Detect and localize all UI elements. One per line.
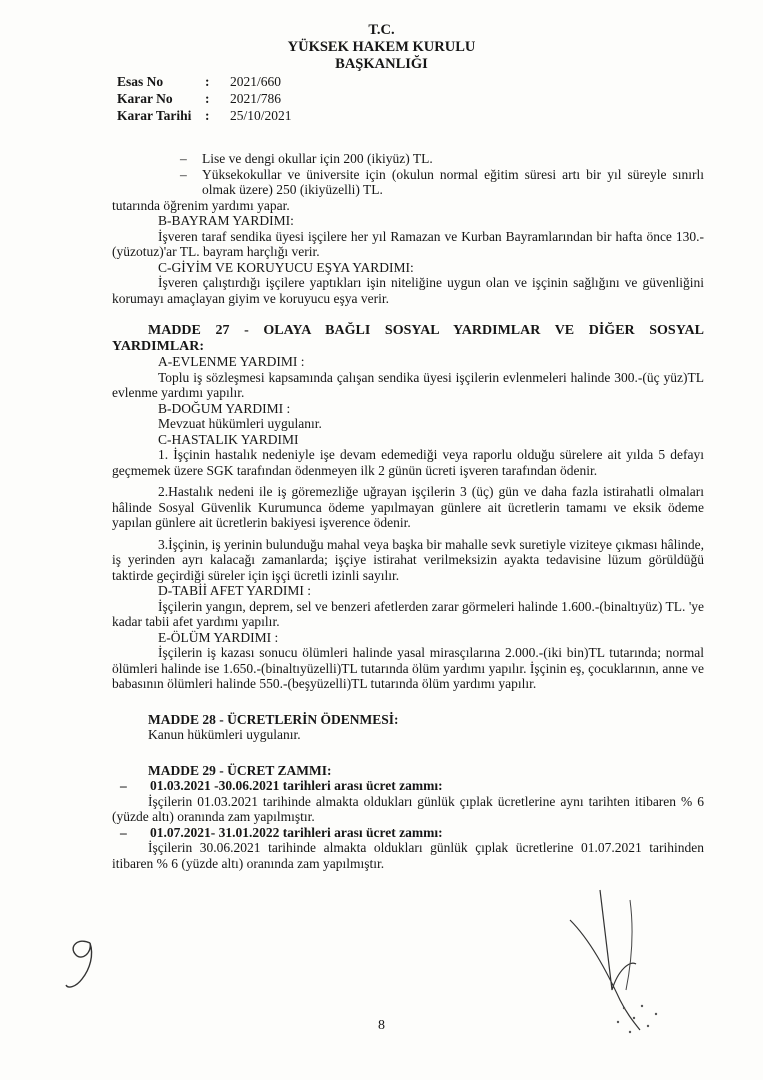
paragraph-evlenme: Toplu iş sözleşmesi kapsamında çalışan sendika üyesi işçilerin evlenmeleri halinde 300.-(üç yüz)TL evlenme yardımı yapılır.: [112, 369, 704, 400]
meta-separator: :: [205, 91, 210, 106]
case-meta: [117, 73, 292, 124]
section-heading-hastalik: C-HASTALIK YARDIMI: [158, 431, 299, 447]
education-aid-high-school: Lise ve dengi okullar için 200 (ikiyüz) TL.: [202, 151, 433, 166]
header-line-tc: T.C.: [368, 22, 395, 38]
section-heading-bayram: B-BAYRAM YARDIMI:: [158, 213, 294, 228]
header-line-presidency: BAŞKANLIĞI: [335, 56, 428, 72]
article-27-title: MADDE 27 - OLAYA BAĞLI SOSYAL YARDIMLAR VE DİĞER SOSYAL YARDIMLAR:: [112, 323, 704, 354]
document-header: [0, 22, 763, 73]
paragraph: tutarında öğrenim yardımı yapar.: [112, 197, 290, 213]
meta-row-karar-tarihi: [117, 107, 292, 124]
education-aid-university: Yüksekokullar ve üniversite için (okulun normal eğitim süresi artı bir yıl süreyle sınırlı olmak üzere) 250 (ikiyüzelli) TL.: [202, 166, 704, 197]
paragraph-wage-increase-1: İşçilerin 01.03.2021 tarihinde almakta oldukları günlük çıplak ücretlerine aynı tarihten itibaren % 6 (yüzde altı) oranında zam yapılmıştır.: [112, 793, 704, 824]
meta-label: Karar Tarihi: [117, 108, 192, 123]
meta-value: 2021/786: [230, 91, 282, 106]
section-heading-giyim: C-GİYİM VE KORUYUCU EŞYA YARDIMI:: [158, 259, 414, 275]
dash-marker: –: [180, 151, 187, 166]
wage-increase-period-2: [112, 825, 704, 841]
meta-row-esas: [117, 73, 292, 90]
meta-value: 2021/660: [230, 74, 282, 89]
paragraph-hastalik-1: 1. İşçinin hastalık nedeniyle işe devam edemediği veya raporlu olduğu sürelere ait yılda 5 defayı geçmemek üzere SGK tarafından ödenmeyen ilk 2 günün ücreti işveren tarafından ödenir.: [112, 447, 704, 478]
dash-marker: –: [120, 824, 127, 840]
section-heading-evlenme: A-EVLENME YARDIMI :: [158, 354, 305, 369]
paragraph-hastalik-3: 3.İşçinin, iş yerinin bulunduğu mahal veya başka bir mahalle sevk suretiyle viziteye çıkması hâlinde, iş yerinden ayrı kalacağı zamanlarda; işçiye istirahat verilmeksizin ayakta tedavisine lüzum görüldüğü taktirde geçirdiği süreler için işçi ücretli izinli sayılır.: [112, 536, 704, 583]
paragraph-bayram: İşveren taraf sendika üyesi işçilere her yıl Ramazan ve Kurban Bayramlarından bir hafta önce 130.-(yüzotuz)'ar TL. bayram harçlığı verir.: [112, 228, 704, 259]
handwritten-initial-mark: [60, 935, 110, 995]
section-heading-afet: D-TABİİ AFET YARDIMI :: [158, 583, 312, 598]
paragraph-afet: İşçilerin yangın, deprem, sel ve benzeri afetlerden zarar görmeleri halinde 1.600.-(binaltıyüz) TL. 'ye kadar tabii afet yardımı yapılır.: [112, 598, 704, 629]
meta-label: Esas No: [117, 74, 164, 89]
meta-separator: :: [205, 108, 210, 123]
wage-increase-period-2-title: 01.07.2021- 31.01.2022 tarihleri arası ücret zammı:: [150, 824, 443, 840]
paragraph-wage-increase-2: İşçilerin 30.06.2021 tarihinde almakta oldukları günlük çıplak ücretlerine 01.07.2021 tarihinden itibaren % 6 (yüzde altı) oranında zam yapılmıştır.: [112, 840, 704, 871]
article-28-title: MADDE 28 - ÜCRETLERİN ÖDENMESİ:: [148, 711, 399, 727]
section-heading-olum: E-ÖLÜM YARDIMI :: [158, 629, 279, 645]
meta-row-karar: [117, 90, 292, 107]
paragraph-dogum: Mevzuat hükümleri uygulanır.: [158, 416, 322, 431]
dash-marker: –: [180, 166, 187, 182]
section-heading-dogum: B-DOĞUM YARDIMI :: [158, 400, 291, 416]
wage-increase-period-1: [112, 778, 704, 794]
paragraph-giyim: İşveren çalıştırdığı işçilere yaptıkları işin niteliğine uygun olan ve işçinin sağlığını ve güvenliğini korumayı amaçlayan giyim ve koruyucu eşya verir.: [112, 275, 704, 306]
list-item: [112, 167, 704, 198]
paragraph-article-28: Kanun hükümleri uygulanır.: [148, 727, 301, 742]
wage-increase-period-1-title: 01.03.2021 -30.06.2021 tarihleri arası ücret zammı:: [150, 778, 443, 793]
paragraph-hastalik-2: 2.Hastalık nedeni ile iş göremezliğe uğrayan işçilerin 3 (üç) gün ve daha fazla istirahatli olmaları hâlinde Sosyal Güvenlik Kurumunca ödeme yapılmayan günlere ait ücretlerin tamamı ve eksik ödeme yapılan günlere ait ücretlerin bakiyesi işverence ödenir.: [112, 484, 704, 530]
meta-value: 25/10/2021: [230, 108, 292, 123]
list-item: [112, 151, 704, 167]
page-number: 8: [378, 1018, 385, 1033]
paragraph-olum: İşçilerin iş kazası sonucu ölümleri halinde yasal mirasçılarına 2.000.-(iki bin)TL tutarında; normal ölümleri halinde ise 1.650.-(binaltıyüzelli)TL tutarında ölüm yardımı yapılır. İşçinin eş, çocuklarının, anne ve babasının ölümleri halinde 550.-(beşyüzelli)TL tutarında ölüm yardımı yapılır.: [112, 645, 704, 691]
article-29-title: MADDE 29 - ÜCRET ZAMMI:: [148, 762, 332, 778]
document-body: [112, 151, 704, 871]
meta-separator: :: [205, 74, 210, 89]
meta-label: Karar No: [117, 91, 173, 106]
dash-marker: –: [120, 778, 127, 793]
header-line-institution: YÜKSEK HAKEM KURULU: [287, 39, 476, 55]
